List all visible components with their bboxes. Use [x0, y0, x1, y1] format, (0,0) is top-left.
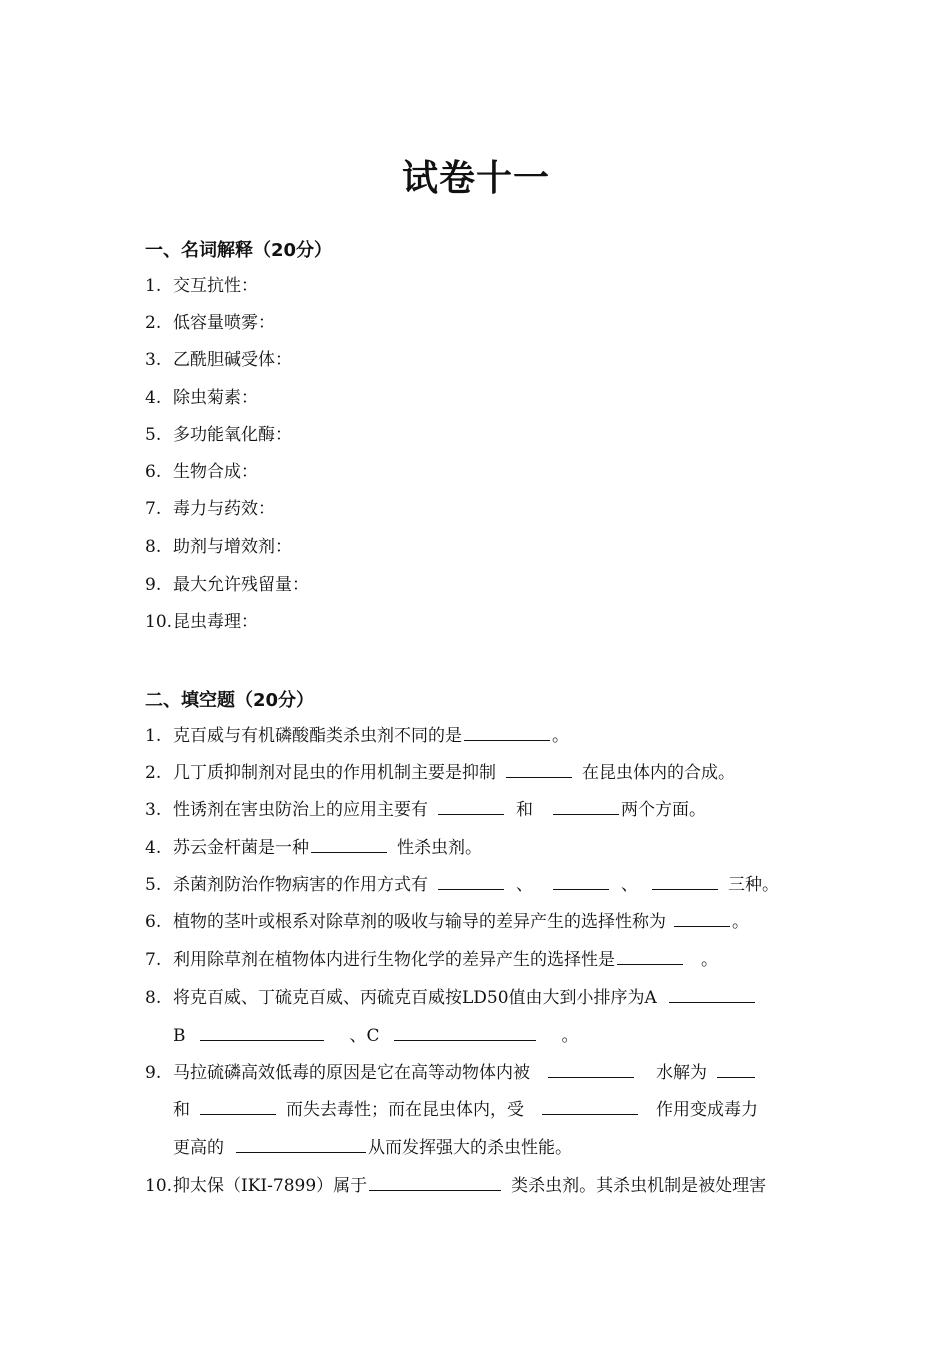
question-text: 、	[516, 875, 533, 895]
answer-blank[interactable]	[394, 1024, 536, 1041]
item-number: 2.	[145, 313, 162, 333]
question-number: 3.	[145, 800, 162, 820]
question-text: 在昆虫体内的合成。	[582, 763, 735, 783]
question	[145, 761, 735, 784]
question-text: 。	[732, 912, 749, 932]
item-number: 8.	[145, 537, 162, 557]
list-item	[145, 387, 258, 409]
question-text: 植物的茎叶或根系对除草剂的吸收与输导的差异产生的选择性称为	[173, 912, 666, 932]
answer-blank[interactable]	[369, 1174, 501, 1191]
question-number: 5.	[145, 875, 162, 895]
question	[145, 798, 706, 821]
item-number: 1.	[145, 276, 162, 296]
list-item	[145, 424, 292, 446]
question-number: 8.	[145, 988, 162, 1008]
question-number: 10.	[145, 1176, 173, 1196]
answer-blank[interactable]	[464, 724, 550, 741]
question-text: 类杀虫剂。其杀虫机制是被处理害	[511, 1176, 767, 1196]
question-text: 和	[173, 1100, 190, 1120]
answer-blank[interactable]	[506, 761, 572, 778]
answer-blank[interactable]	[553, 798, 619, 815]
item-text: 除虫菊素：	[173, 388, 258, 408]
question-number: 7.	[145, 950, 162, 970]
question	[145, 724, 569, 747]
answer-blank[interactable]	[311, 836, 387, 853]
list-item	[145, 498, 275, 520]
item-text: 生物合成：	[173, 462, 258, 482]
list-item	[145, 574, 309, 596]
question-text: 和	[516, 800, 533, 820]
answer-blank[interactable]	[674, 910, 730, 927]
question-text: 两个方面。	[621, 800, 706, 820]
answer-blank[interactable]	[652, 873, 718, 890]
item-number: 5.	[145, 425, 162, 445]
item-text: 乙酰胆碱受体：	[173, 350, 292, 370]
question-text: 马拉硫磷高效低毒的原因是它在高等动物体内被	[173, 1063, 530, 1083]
question-text: 克百威与有机磷酸酯类杀虫剂不同的是	[173, 726, 462, 746]
question-text: 三种。	[728, 875, 779, 895]
list-item	[145, 275, 258, 297]
item-text: 交互抗性：	[173, 276, 258, 296]
question-text: 性杀虫剂。	[397, 838, 482, 858]
answer-blank[interactable]	[200, 1024, 324, 1041]
question-number: 9.	[145, 1063, 162, 1083]
answer-blank[interactable]	[438, 798, 504, 815]
answer-blank[interactable]	[200, 1098, 276, 1115]
question-text: 作用变成毒力	[656, 1100, 758, 1120]
question-text: B	[173, 1026, 186, 1046]
list-item	[145, 312, 275, 334]
question-text: 性诱剂在害虫防治上的应用主要有	[173, 800, 428, 820]
question	[145, 1061, 757, 1084]
question-text: 杀菌剂防治作物病害的作用方式有	[173, 875, 428, 895]
list-item	[145, 611, 258, 633]
page-title: 试卷十一	[401, 157, 550, 199]
question-text: 。	[561, 1026, 579, 1046]
question-text: 水解为	[656, 1063, 707, 1083]
item-number: 7.	[145, 499, 162, 519]
question-number: 1.	[145, 726, 162, 746]
question-continuation	[173, 1024, 579, 1047]
list-item	[145, 461, 258, 483]
question-number: 2.	[145, 763, 162, 783]
question-text: 利用除草剂在植物体内进行生物化学的差异产生的选择性是	[173, 950, 615, 970]
item-text: 昆虫毒理：	[173, 612, 258, 632]
item-number: 6.	[145, 462, 162, 482]
question-text: 、	[621, 875, 638, 895]
question-continuation	[173, 1098, 758, 1121]
item-text: 最大允许残留量：	[173, 575, 309, 595]
question-number: 4.	[145, 838, 162, 858]
question-text: 从而发挥强大的杀虫性能。	[368, 1138, 572, 1158]
question-text: 、C	[349, 1026, 380, 1046]
question	[145, 910, 749, 933]
question	[145, 873, 779, 896]
question-continuation	[173, 1136, 572, 1159]
question	[145, 836, 482, 859]
answer-blank[interactable]	[542, 1098, 638, 1115]
answer-blank[interactable]	[438, 873, 504, 890]
answer-blank[interactable]	[548, 1061, 634, 1078]
question-text: 更高的	[173, 1138, 224, 1158]
question-text: 抑太保（IKI-7899）属于	[173, 1176, 368, 1196]
answer-blank[interactable]	[617, 948, 683, 965]
question-text: 几丁质抑制剂对昆虫的作用机制主要是抑制	[173, 763, 496, 783]
question-text: 而失去毒性；而在昆虫体内，受	[286, 1100, 524, 1120]
item-text: 助剂与增效剂：	[173, 537, 292, 557]
question-text: 苏云金杆菌是一种	[173, 838, 309, 858]
section-heading-fill-blank: 二、填空题（20分）	[145, 690, 315, 711]
item-text: 多功能氧化酶：	[173, 425, 292, 445]
answer-blank[interactable]	[717, 1061, 755, 1078]
question-text: 。	[701, 950, 718, 970]
item-number: 3.	[145, 350, 162, 370]
section-heading-definitions: 一、名词解释（20分）	[145, 240, 333, 261]
item-number: 9.	[145, 575, 162, 595]
answer-blank[interactable]	[669, 986, 755, 1003]
question	[145, 948, 718, 971]
list-item	[145, 536, 292, 558]
question-number: 6.	[145, 912, 162, 932]
answer-blank[interactable]	[553, 873, 609, 890]
list-item	[145, 349, 292, 371]
question-text: 将克百威、丁硫克百威、丙硫克百威按LD50值由大到小排序为A	[173, 988, 657, 1008]
question-text: 。	[552, 726, 569, 746]
item-number: 10.	[145, 612, 173, 632]
item-text: 低容量喷雾：	[173, 313, 275, 333]
item-number: 4.	[145, 388, 162, 408]
question	[145, 986, 757, 1009]
question	[145, 1174, 766, 1197]
item-text: 毒力与药效：	[173, 499, 275, 519]
answer-blank[interactable]	[236, 1136, 366, 1153]
